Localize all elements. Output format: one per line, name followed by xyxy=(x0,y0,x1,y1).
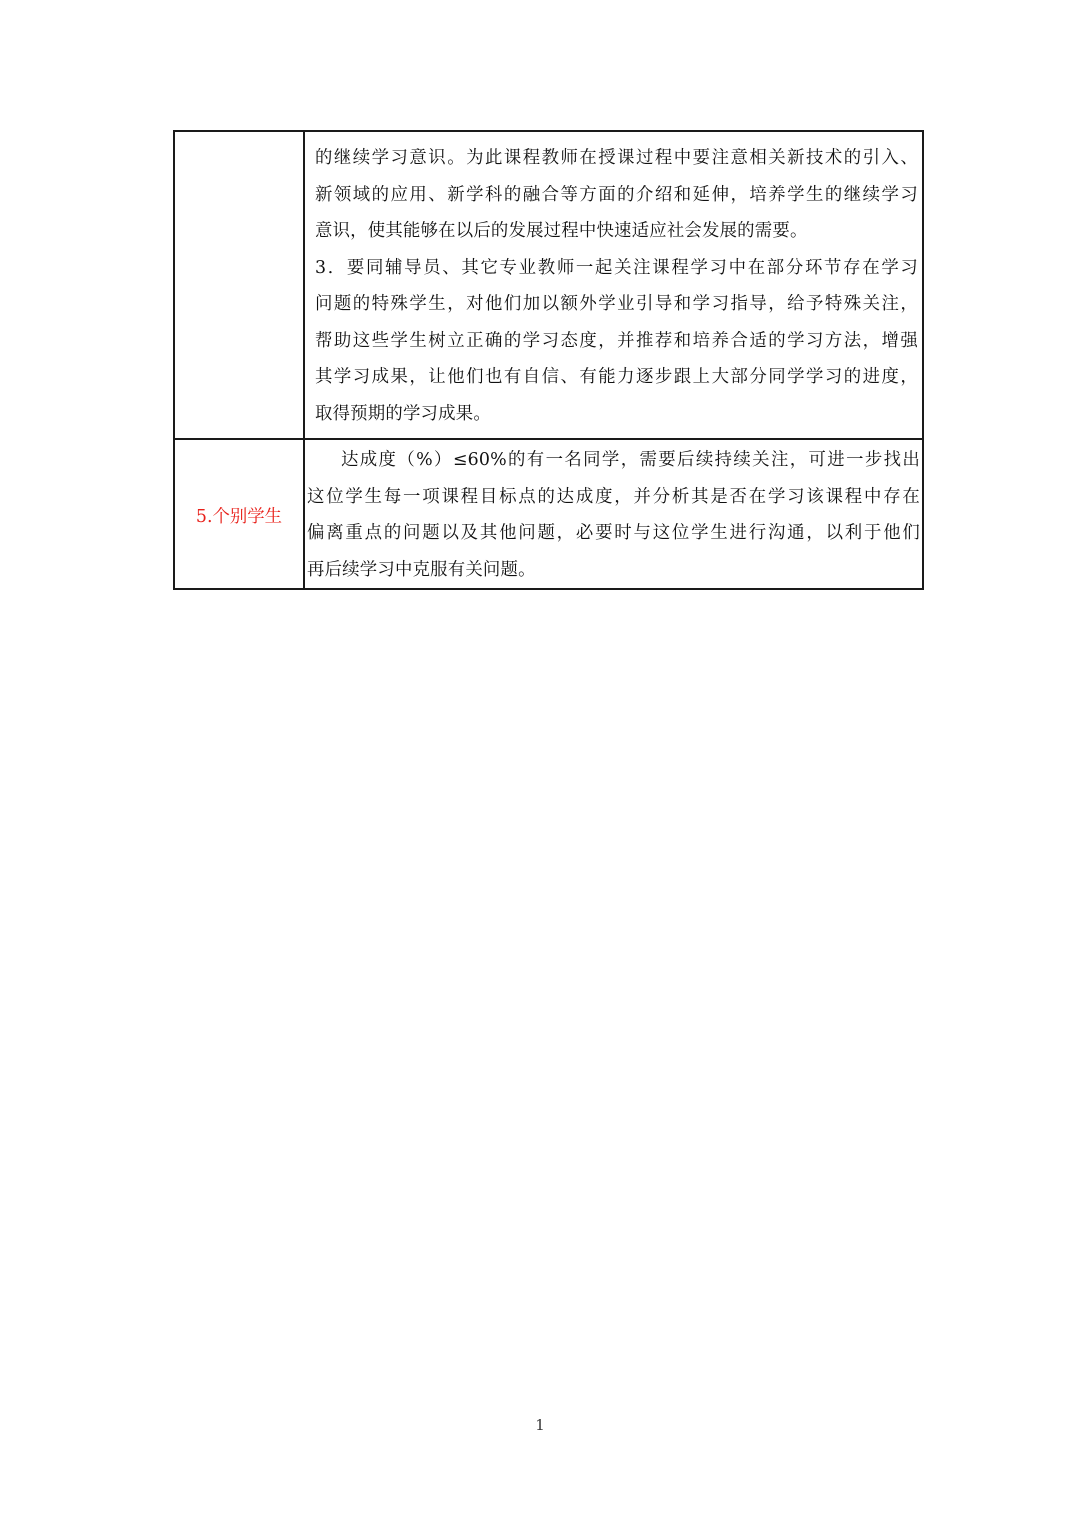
row-label-cell xyxy=(174,131,304,439)
table-row xyxy=(174,131,923,439)
paragraph-line: 问题的特殊学生，对他们加以额外学业引导和学习指导，给予特殊关注， xyxy=(315,294,918,314)
table-row xyxy=(174,439,923,589)
page-number: 1 xyxy=(535,1416,545,1434)
paragraph-line: 其学习成果，让他们也有自信、有能力逐步跟上大部分同学学习的进度， xyxy=(315,367,918,387)
row-content-cell xyxy=(304,439,923,589)
paragraph-line: 再后续学习中克服有关问题。 xyxy=(307,559,536,580)
row-label: 5.个别学生 xyxy=(195,506,283,527)
paragraph-line: 达成度（%）≤60%的有一名同学，需要后续持续关注，可进一步找出 xyxy=(341,450,920,470)
paragraph-line: 新领域的应用、新学科的融合等方面的介绍和延伸，培养学生的继续学习 xyxy=(315,184,918,205)
paragraph-line: 3．要同辅导员、其它专业教师一起关注课程学习中在部分环节存在学习 xyxy=(315,257,918,278)
row-label-cell xyxy=(174,439,304,589)
paragraph-line: 这位学生每一项课程目标点的达成度，并分析其是否在学习该课程中存在 xyxy=(307,486,920,507)
content-table xyxy=(173,130,924,590)
paragraph-line: 取得预期的学习成果。 xyxy=(315,403,491,424)
paragraph-line: 意识，使其能够在以后的发展过程中快速适应社会发展的需要。 xyxy=(315,221,808,241)
paragraph-line: 偏离重点的问题以及其他问题，必要时与这位学生进行沟通，以利于他们 xyxy=(307,523,920,543)
paragraph-line: 的继续学习意识。为此课程教师在授课过程中要注意相关新技术的引入、 xyxy=(315,148,918,168)
row-content-cell xyxy=(304,131,923,439)
paragraph-line: 帮助这些学生树立正确的学习态度，并推荐和培养合适的学习方法，增强 xyxy=(315,330,918,351)
